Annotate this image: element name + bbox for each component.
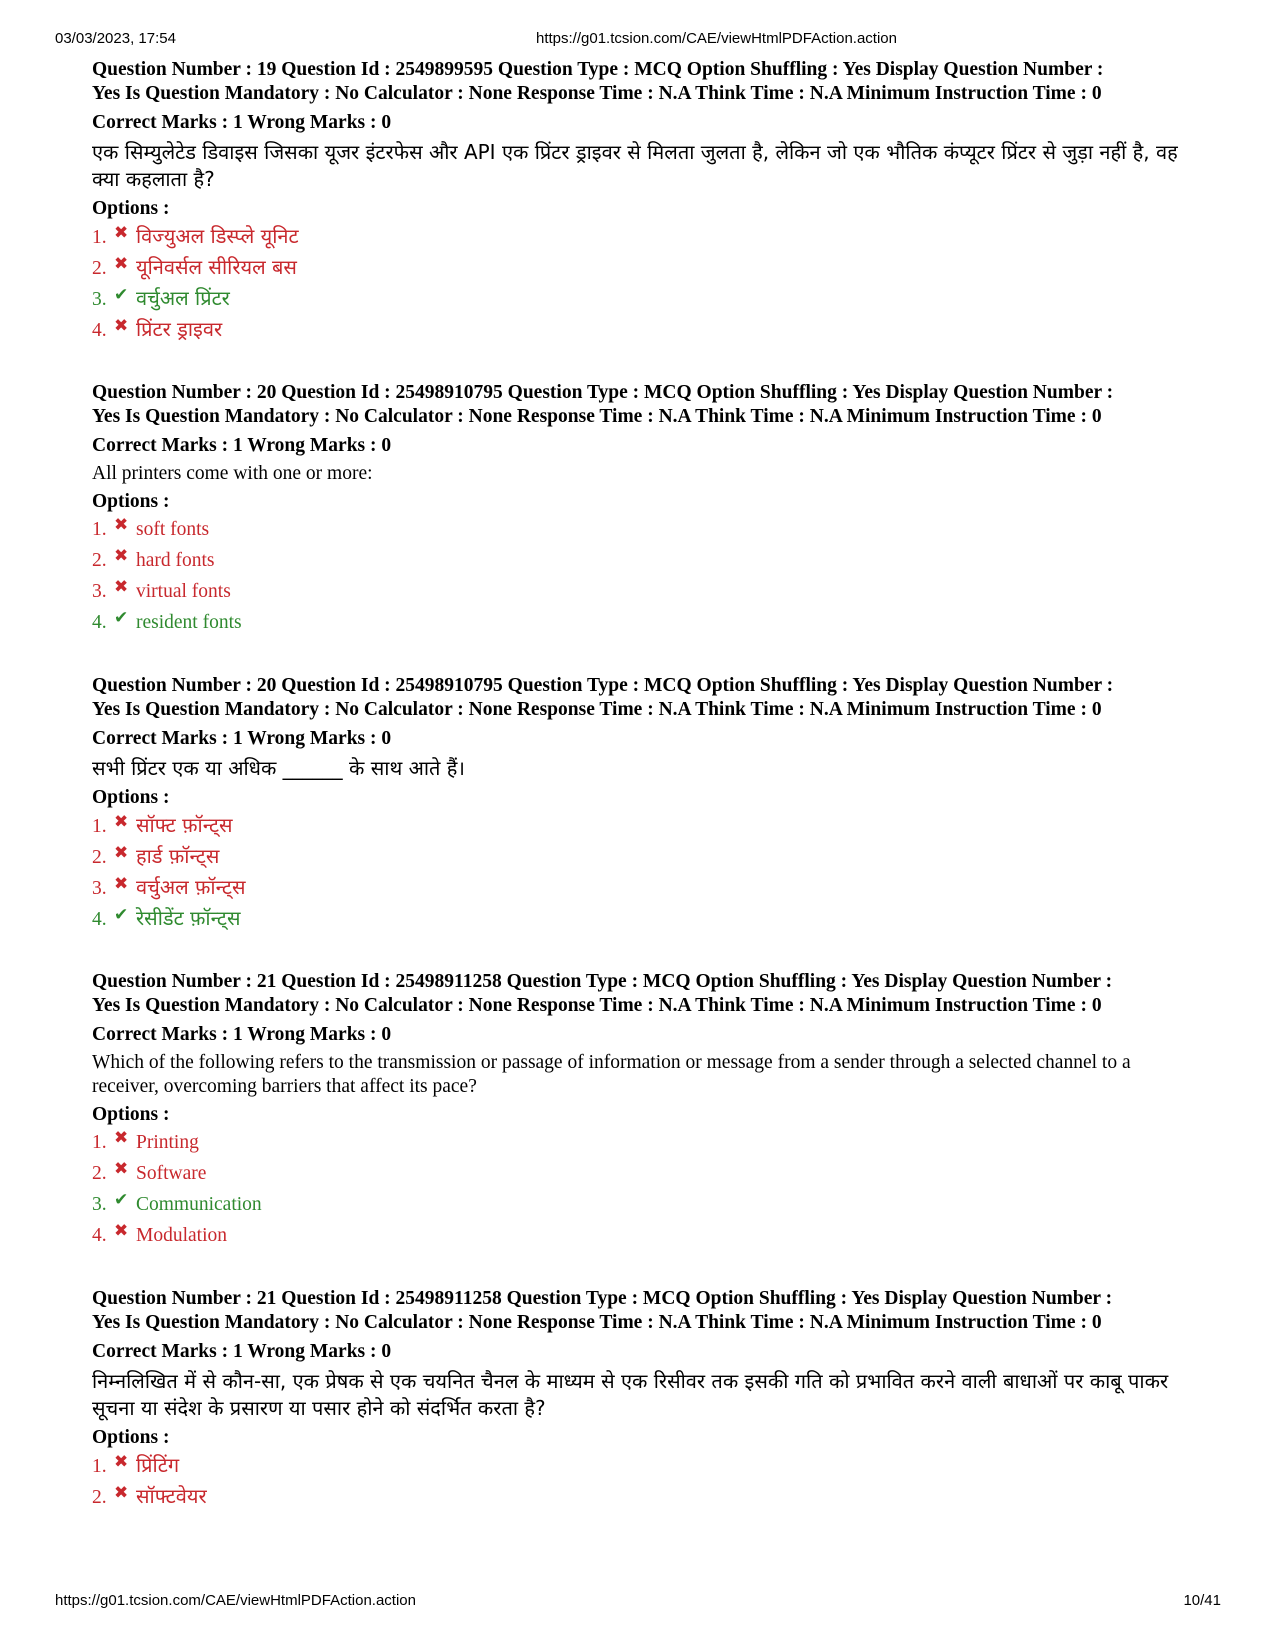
question-block (92, 58, 1202, 345)
option-item: 4. ✖ प्रिंटर ड्राइवर (92, 314, 1202, 345)
cross-icon: ✖ (114, 316, 129, 335)
cross-icon: ✖ (114, 1483, 129, 1502)
question-meta: Question Number : 21 Question Id : 25498911258 Question Type : MCQ Option Shuffling : Yes Display Question Number : Yes Is Question Mandatory : No Calculator : None Response Time : N.A Think Time : N.A Minimum Instruction Time : 0 (92, 1288, 1113, 1333)
question-marks: Correct Marks : 1 Wrong Marks : 0 (92, 1341, 392, 1362)
question-block (92, 381, 1202, 638)
question-text: All printers come with one or more: (92, 463, 373, 484)
question-block (92, 674, 1202, 934)
option-item: 4. ✖ Modulation (92, 1220, 1202, 1251)
check-icon: ✔ (114, 1190, 129, 1209)
print-header-url: https://g01.tcsion.com/CAE/viewHtmlPDFAction.action (536, 30, 897, 47)
options-label: Options : (92, 1104, 170, 1125)
cross-icon: ✖ (114, 1128, 129, 1147)
cross-icon: ✖ (114, 1452, 129, 1471)
option-item: 3. ✔ वर्चुअल प्रिंटर (92, 283, 1202, 314)
cross-icon: ✖ (114, 223, 129, 242)
cross-icon: ✖ (114, 1221, 129, 1240)
options-label: Options : (92, 491, 170, 512)
cross-icon: ✖ (114, 546, 129, 565)
option-item: 3. ✖ वर्चुअल फ़ॉन्ट्स (92, 872, 1202, 903)
option-item: 4. ✔ रेसीडेंट फ़ॉन्ट्स (92, 903, 1202, 934)
option-item: 1. ✖ Printing (92, 1127, 1202, 1158)
options-label: Options : (92, 198, 170, 219)
cross-icon: ✖ (114, 1159, 129, 1178)
option-item: 2. ✖ हार्ड फ़ॉन्ट्स (92, 841, 1202, 872)
option-item: 2. ✖ सॉफ्टवेयर (92, 1481, 1202, 1512)
question-list (92, 58, 1202, 1548)
check-icon: ✔ (114, 285, 129, 304)
cross-icon: ✖ (114, 843, 129, 862)
cross-icon: ✖ (114, 515, 129, 534)
options-label: Options : (92, 787, 170, 808)
options-label: Options : (92, 1427, 170, 1448)
question-meta: Question Number : 19 Question Id : 2549899595 Question Type : MCQ Option Shuffling : Yes Display Question Number : Yes Is Question Mandatory : No Calculator : None Response Time : N.A Think Time : N.A Minimum Instruction Time : 0 (92, 59, 1104, 104)
question-marks: Correct Marks : 1 Wrong Marks : 0 (92, 1024, 392, 1045)
cross-icon: ✖ (114, 254, 129, 273)
cross-icon: ✖ (114, 874, 129, 893)
question-text: सभी प्रिंटर एक या अधिक ______ के साथ आते हैं। (92, 756, 465, 780)
question-text: एक सिम्युलेटेड डिवाइस जिसका यूजर इंटरफेस और API एक प्रिंटर ड्राइवर से मिलता जुलता है, लेकिन जो एक भौतिक कंप्यूटर प्रिंटर से जुड़ा नहीं है, वह क्या कहलाता है? (92, 140, 1178, 191)
question-text: निम्नलिखित में से कौन-सा, एक प्रेषक से एक चयनित चैनल के माध्यम से एक रिसीवर तक इसकी गति को प्रभावित करने वाली बाधाओं पर काबू पाकर सूचना या संदेश के प्रसारण या पसार होने को संदर्भित करता है? (92, 1369, 1169, 1420)
option-item: 3. ✔ Communication (92, 1189, 1202, 1220)
question-marks: Correct Marks : 1 Wrong Marks : 0 (92, 435, 392, 456)
option-item: 3. ✖ virtual fonts (92, 576, 1202, 607)
question-meta: Question Number : 21 Question Id : 25498911258 Question Type : MCQ Option Shuffling : Yes Display Question Number : Yes Is Question Mandatory : No Calculator : None Response Time : N.A Think Time : N.A Minimum Instruction Time : 0 (92, 971, 1113, 1016)
question-text: Which of the following refers to the transmission or passage of information or message from a sender through a selected channel to a receiver, overcoming barriers that affect its pace? (92, 1052, 1131, 1097)
option-item: 1. ✖ सॉफ्ट फ़ॉन्ट्स (92, 810, 1202, 841)
question-block (92, 970, 1202, 1251)
page-number: 10/41 (1183, 1592, 1221, 1609)
print-footer-url: https://g01.tcsion.com/CAE/viewHtmlPDFAction.action (55, 1592, 416, 1609)
option-item: 1. ✖ विज्युअल डिस्प्ले यूनिट (92, 221, 1202, 252)
question-marks: Correct Marks : 1 Wrong Marks : 0 (92, 112, 392, 133)
print-datetime: 03/03/2023, 17:54 (55, 30, 176, 47)
option-item: 2. ✖ यूनिवर्सल सीरियल बस (92, 252, 1202, 283)
option-item: 2. ✖ hard fonts (92, 545, 1202, 576)
question-marks: Correct Marks : 1 Wrong Marks : 0 (92, 728, 392, 749)
check-icon: ✔ (114, 608, 129, 627)
question-block (92, 1287, 1202, 1512)
option-item: 2. ✖ Software (92, 1158, 1202, 1189)
option-item: 4. ✔ resident fonts (92, 607, 1202, 638)
option-item: 1. ✖ प्रिंटिंग (92, 1450, 1202, 1481)
cross-icon: ✖ (114, 812, 129, 831)
cross-icon: ✖ (114, 577, 129, 596)
option-item: 1. ✖ soft fonts (92, 514, 1202, 545)
question-meta: Question Number : 20 Question Id : 25498910795 Question Type : MCQ Option Shuffling : Yes Display Question Number : Yes Is Question Mandatory : No Calculator : None Response Time : N.A Think Time : N.A Minimum Instruction Time : 0 (92, 382, 1114, 427)
check-icon: ✔ (114, 905, 129, 924)
question-meta: Question Number : 20 Question Id : 25498910795 Question Type : MCQ Option Shuffling : Yes Display Question Number : Yes Is Question Mandatory : No Calculator : None Response Time : N.A Think Time : N.A Minimum Instruction Time : 0 (92, 675, 1114, 720)
